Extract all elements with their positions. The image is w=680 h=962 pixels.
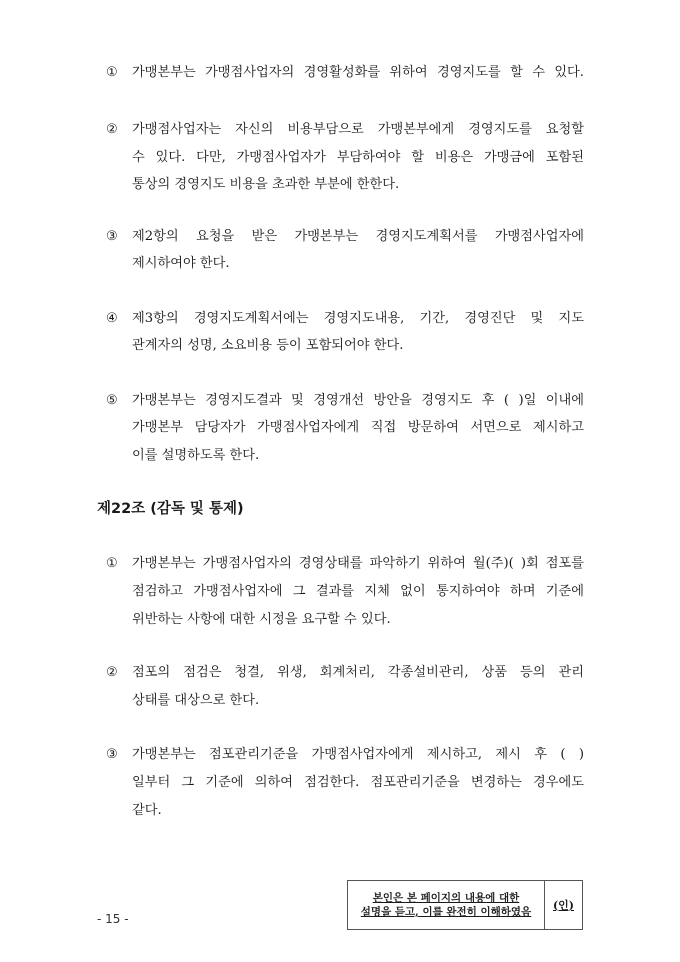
paragraph-text: 일부터 그 기준에 의하여 점검한다. 점포관리기준을 변경하는 경우에도 (132, 775, 584, 790)
paragraph-text: 점검하고 가맹점사업자에 그 결과를 지체 없이 통지하여야 하며 기준에 (132, 584, 584, 599)
paragraph-text: 제3항의 경영지도계획서에는 경영지도내용, 기간, 경영진단 및 지도 (132, 311, 584, 326)
article-heading: 제22조 (감독 및 통제) (97, 501, 244, 517)
paragraph-number: ① (106, 556, 118, 571)
paragraph-text: 가맹본부는 가맹점사업자의 경영활성화를 위하여 경영지도를 할 수 있다. (132, 65, 584, 80)
paragraph-text: 위반하는 사항에 대한 시정을 요구할 수 있다. (132, 612, 391, 627)
paragraph-number: ① (106, 65, 118, 80)
paragraph-number: ② (106, 665, 118, 680)
paragraph-number: ⑤ (106, 393, 118, 408)
paragraph-text: 가맹본부는 경영지도결과 및 경영개선 방안을 경영지도 후 ( )일 이내에 (132, 393, 584, 408)
paragraph-text: 통상의 경영지도 비용을 초과한 부분에 한한다. (132, 177, 400, 192)
paragraph-number: ② (106, 122, 118, 137)
paragraph-number: ③ (106, 229, 118, 244)
paragraph-text: 수 있다. 다만, 가맹점사업자가 부담하여야 할 비용은 가맹금에 포함된 (132, 150, 584, 165)
paragraph-text: 상태를 대상으로 한다. (132, 693, 260, 708)
paragraph-text: 가맹본부는 가맹점사업자의 경영상태를 파악하기 위하여 월(주)( )회 점포를 (132, 556, 584, 571)
paragraph-number: ④ (106, 311, 118, 326)
page-number: - 15 - (97, 912, 129, 926)
paragraph-text: 가맹본부는 점포관리기준을 가맹점사업자에게 제시하고, 제시 후 ( ) (132, 747, 584, 762)
paragraph-text: 가맹점사업자는 자신의 비용부담으로 가맹본부에게 경영지도를 요청할 (132, 122, 584, 137)
paragraph-text: 점포의 점검은 청결, 위생, 회계처리, 각종설비관리, 상품 등의 관리 (132, 665, 584, 680)
paragraph-number: ③ (106, 747, 118, 762)
confirmation-statement (348, 881, 544, 929)
paragraph-text: 관계자의 성명, 소요비용 등이 포함되어야 한다. (132, 338, 404, 353)
paragraph-text: 이를 설명하도록 한다. (132, 448, 260, 463)
paragraph-text: 제시하여야 한다. (132, 256, 230, 271)
confirmation-box (347, 880, 583, 930)
paragraph-text: 가맹본부 담당자가 가맹점사업자에게 직접 방문하여 서면으로 제시하고 (132, 420, 584, 435)
confirmation-line-1: 본인은 본 페이지의 내용에 대한 (372, 892, 520, 904)
seal-cell[interactable] (544, 881, 582, 929)
paragraph-text: 같다. (132, 803, 162, 818)
seal-label: (인) (552, 899, 575, 912)
confirmation-line-2: 설명을 듣고, 이를 완전히 이해하였음 (360, 906, 532, 918)
paragraph-text: 제2항의 요청을 받은 가맹본부는 경영지도계획서를 가맹점사업자에 (132, 229, 584, 244)
